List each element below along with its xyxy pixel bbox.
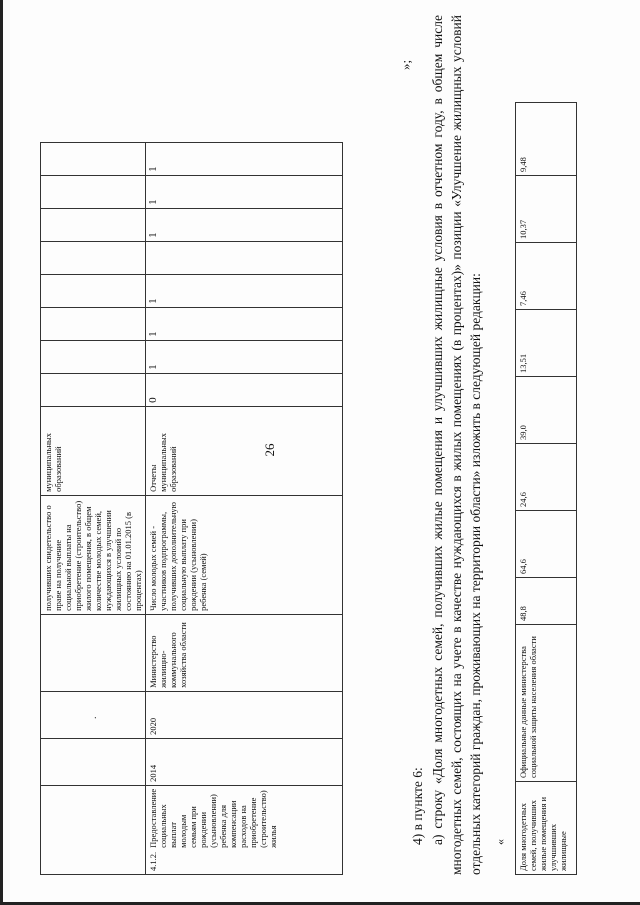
value-cell: 64,6: [516, 511, 577, 578]
dot-mark: .: [88, 716, 99, 719]
table-cell: [41, 614, 146, 691]
value-cell: [146, 241, 343, 274]
row-number: 4.1.2.: [148, 851, 158, 871]
value-cell: 7,46: [516, 243, 577, 310]
source-cell: муниципальных образований: [41, 406, 146, 495]
value-cell: 1: [146, 175, 343, 208]
table-cell: [41, 208, 146, 241]
table-cell: [41, 691, 146, 738]
value-cell: 1: [146, 340, 343, 373]
program-table: [40, 142, 343, 875]
executor-cell: Министерство жилищно-коммунального хозяйства области: [146, 614, 343, 691]
table-row: [516, 103, 577, 875]
value-cell: 1: [146, 142, 343, 175]
indicator-table: [515, 102, 577, 875]
table-cell: [41, 373, 146, 406]
row-name-cell: [146, 785, 343, 874]
row-name-cell: Доля многодетных семей, получивших жилые помещения и улучшивших жилищные: [516, 782, 577, 875]
table-cell: [41, 142, 146, 175]
table-cell: [41, 307, 146, 340]
table-cell: [41, 175, 146, 208]
row-name: Предоставление социальных выплат молодым семьям при рождении (усыновлении) ребенка для компенсации расходов на приобретение (строительство) жилья: [148, 788, 278, 848]
table-row: [41, 142, 146, 874]
value-cell: 1: [146, 274, 343, 307]
paragraph-item4: 4) в пункте 6:: [410, 767, 425, 845]
closing-quote: »;: [398, 59, 413, 70]
value-cell: 1: [146, 208, 343, 241]
paragraph-item-a: а) строку «Доля многодетных семей, получивших жилые помещения и улучшивших жилищные условия в отчетном году, в общем числе многодетных семей, состоящих на учете в качестве нуждающихся в жилых помещениях (в процентах)» позиции «Улучшение жилищных условий отдельных категорий граждан, проживающих на территории области» изложить в следующей редакции:: [430, 15, 483, 875]
table-cell: [41, 241, 146, 274]
source-cell: Официальные данные министерства социальной защиты населения области: [516, 625, 577, 782]
value-cell: 9,48: [516, 103, 577, 176]
table-cell: [41, 340, 146, 373]
value-cell: 48,8: [516, 578, 577, 625]
table-cell: [41, 274, 146, 307]
scan-edge-left: [0, 0, 3, 905]
value-cell: 24,6: [516, 444, 577, 511]
indicator-cell: получивших свидетельство о праве на получение социальной выплаты на приобретение (строительство) жилого помещения, в общем количестве молодых семей, нуждающихся в улучшении жилищных условий по состоянию на 01.01.2015 (в процентах): [41, 495, 146, 614]
value-cell: 1: [146, 307, 343, 340]
value-cell: 10,37: [516, 176, 577, 243]
open-quote: «: [493, 839, 507, 845]
table-cell: [41, 785, 146, 874]
value-cell: 13,51: [516, 310, 577, 377]
table-cell: [41, 738, 146, 785]
year-end-cell: 2020: [146, 691, 343, 738]
value-cell: 0: [146, 373, 343, 406]
year-start-cell: 2014: [146, 738, 343, 785]
value-cell: 39,0: [516, 377, 577, 444]
indicator-cell: Число молодых семей - участников подпрограммы, получивших дополнительную социальную выплату при рождении (усыновлении) ребенка (семей): [146, 495, 343, 614]
source-cell: Отчеты муниципальных образований: [146, 406, 343, 495]
table-row: [146, 142, 343, 874]
page-number: 26: [262, 443, 277, 457]
